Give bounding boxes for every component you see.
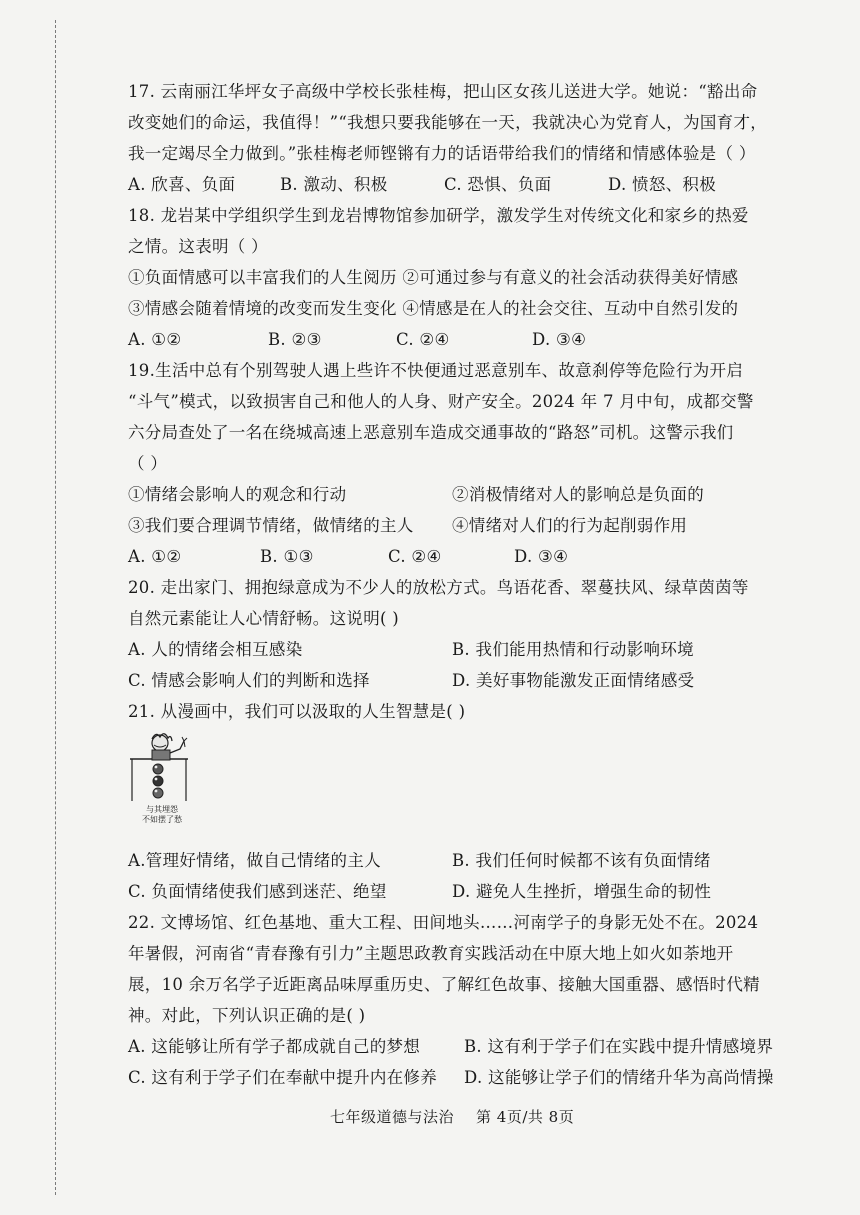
option-a[interactable]: A. 人的情绪会相互感染: [128, 640, 303, 659]
question-text-line: 之情。这表明（ ）: [128, 237, 268, 256]
option-d[interactable]: D. ③④: [532, 330, 587, 349]
options-row: [128, 324, 818, 355]
option-a[interactable]: A. ①②: [128, 330, 182, 349]
footer-page-number: 第 4页/共 8页: [476, 1108, 575, 1126]
option-c[interactable]: C. 负面情绪使我们感到迷茫、绝望: [128, 882, 387, 901]
question-text-line: 改变她们的命运，我值得！”“我想只要我能够在一天，我就决心为党育人，为国育才，: [128, 113, 768, 132]
option-a[interactable]: A. 欣喜、负面: [128, 175, 236, 194]
question-text-line: 年暑假，河南省“青春豫有引力”主题思政教育实践活动在中原大地上如火如荼地开: [128, 944, 734, 963]
question-text-line: 神。对此，下列认识正确的是( ): [128, 1006, 366, 1025]
option-c[interactable]: C. 这有利于学子们在奉献中提升内在修养: [128, 1068, 438, 1087]
cartoon-caption-line: 不如摆了愁: [142, 815, 182, 824]
question-text-line: 展，10 余万名学子近距离品味厚重历史、了解红色故事、接触大国重器、感悟时代精: [128, 975, 760, 994]
option-b[interactable]: B. 这有利于学子们在实践中提升情感境界: [464, 1037, 774, 1056]
options-row: [128, 1062, 818, 1093]
statement-1: ①情绪会影响人的观念和行动: [128, 485, 347, 504]
option-d[interactable]: D. 美好事物能激发正面情绪感受: [452, 671, 695, 690]
statement-2: ②消极情绪对人的影响总是负面的: [452, 485, 704, 504]
options-row: [128, 845, 818, 876]
options-row: [128, 541, 818, 572]
footer-subject: 七年级道德与法治: [330, 1108, 455, 1126]
option-b[interactable]: B. 我们任何时候都不该有负面情绪: [452, 851, 711, 870]
cartoon-caption-line: 与其埋怨: [146, 805, 178, 814]
options-row: [128, 169, 818, 200]
question-22: [128, 907, 818, 1093]
options-row: [128, 876, 818, 907]
question-21: [128, 696, 818, 907]
question-20: [128, 572, 818, 696]
page-footer: [330, 1106, 574, 1127]
cartoon-drawing-icon: [128, 729, 208, 809]
question-text-line: 18. 龙岩某中学组织学生到龙岩博物馆参加研学，激发学生对传统文化和家乡的热爱: [128, 206, 749, 225]
question-text-line: 我一定竭尽全力做到。”张桂梅老师铿锵有力的话语带给我们的情绪和情感体验是（ ）: [128, 144, 756, 163]
options-row: [128, 634, 818, 665]
option-b[interactable]: B. 激动、积极: [280, 175, 388, 194]
statement-line: ③情感会随着情境的改变而发生变化 ④情感是在人的社会交往、互动中自然引发的: [128, 299, 739, 318]
option-b[interactable]: B. ①③: [260, 547, 314, 566]
option-a[interactable]: A. 这能够让所有学子都成就自己的梦想: [128, 1037, 421, 1056]
question-text-line: 17. 云南丽江华坪女子高级中学校长张桂梅，把山区女孩儿送进大学。她说：“豁出命: [128, 82, 758, 101]
binding-fold-line: [55, 20, 56, 1195]
question-text-line: 19.生活中总有个别驾驶人遇上些许不快便通过恶意别车、故意刹停等危险行为开启: [128, 361, 744, 380]
statement-row: [128, 479, 818, 510]
question-text-line: 20. 走出家门、拥抱绿意成为不少人的放松方式。鸟语花香、翠蔓扶风、绿草茵茵等: [128, 578, 749, 597]
cartoon-image: [128, 729, 208, 839]
statement-row: [128, 510, 818, 541]
question-text-line: 22. 文博场馆、红色基地、重大工程、田间地头……河南学子的身影无处不在。2024: [128, 913, 759, 932]
option-b[interactable]: B. 我们能用热情和行动影响环境: [452, 640, 694, 659]
option-a[interactable]: A.管理好情绪，做自己情绪的主人: [128, 851, 381, 870]
cartoon-caption: [132, 805, 192, 825]
option-c[interactable]: C. ②④: [388, 547, 442, 566]
options-row: [128, 665, 818, 696]
question-17: [128, 76, 818, 200]
option-c[interactable]: C. 情感会影响人们的判断和选择: [128, 671, 370, 690]
option-d[interactable]: D. 这能够让学子们的情绪升华为高尚情操: [464, 1068, 774, 1087]
option-c[interactable]: C. ②④: [396, 330, 450, 349]
question-19: [128, 355, 818, 572]
option-c[interactable]: C. 恐惧、负面: [444, 175, 552, 194]
question-text-line: 21. 从漫画中，我们可以汲取的人生智慧是( ): [128, 702, 466, 721]
question-text-line: 六分局查处了一名在绕城高速上恶意别车造成交通事故的“路怒”司机。这警示我们: [128, 423, 734, 442]
option-b[interactable]: B. ②③: [268, 330, 322, 349]
option-d[interactable]: D. 避免人生挫折，增强生命的韧性: [452, 882, 712, 901]
statement-3: ③我们要合理调节情绪，做情绪的主人: [128, 516, 414, 535]
statement-line: ①负面情感可以丰富我们的人生阅历 ②可通过参与有意义的社会活动获得美好情感: [128, 268, 739, 287]
option-a[interactable]: A. ①②: [128, 547, 182, 566]
statement-4: ④情绪对人们的行为起削弱作用: [452, 516, 688, 535]
question-18: [128, 200, 818, 355]
option-d[interactable]: D. ③④: [514, 547, 569, 566]
exam-page: [128, 76, 818, 1093]
option-d[interactable]: D. 愤怒、积极: [608, 175, 717, 194]
question-text-line: 自然元素能让人心情舒畅。这说明( ): [128, 609, 400, 628]
question-text-line: “斗气”模式，以致损害自己和他人的人身、财产安全。2024 年 7 月中旬，成都交警: [128, 392, 754, 411]
question-text-line: （ ）: [128, 454, 168, 473]
options-row: [128, 1031, 818, 1062]
